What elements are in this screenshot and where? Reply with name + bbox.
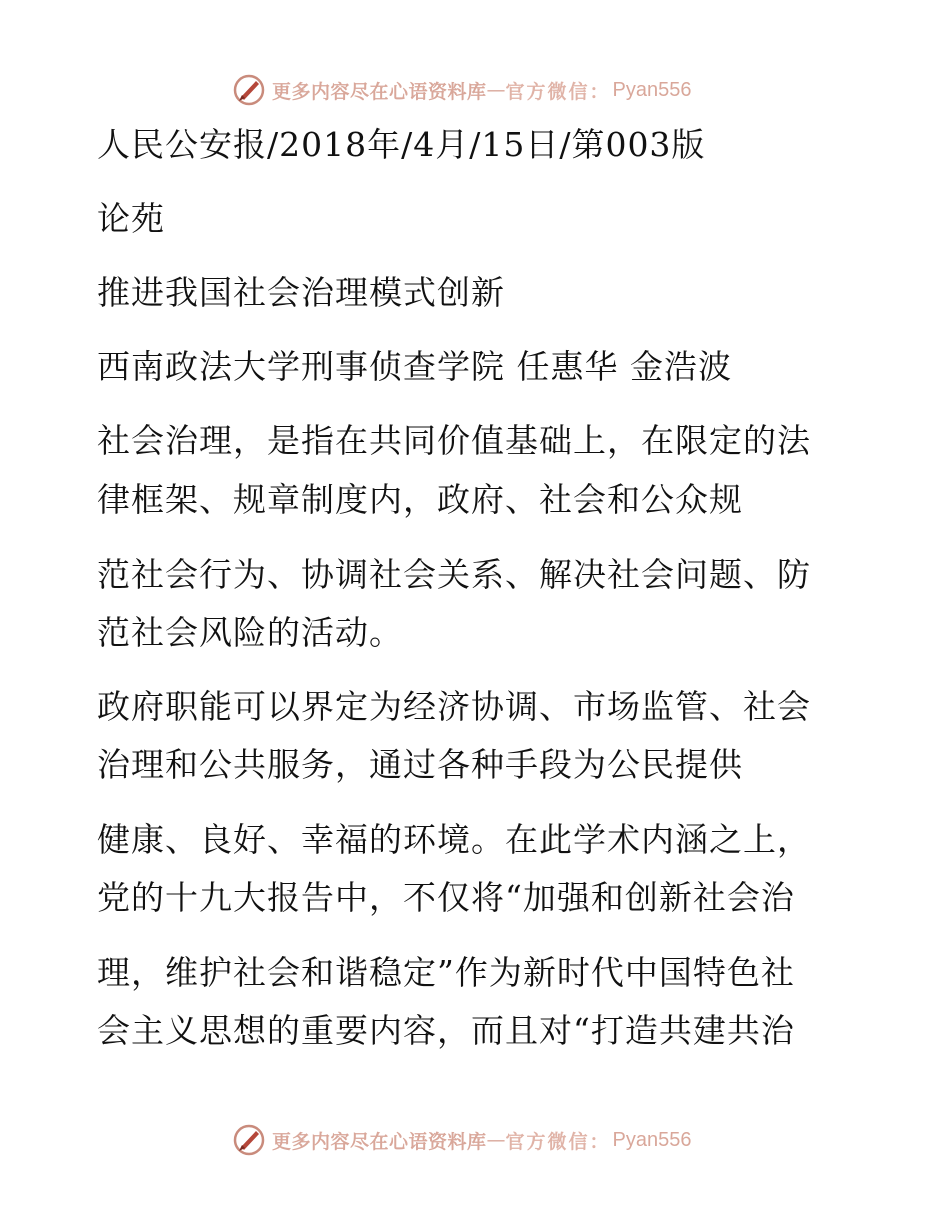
text-line: 西南政法大学刑事侦查学院 任惠华 金浩波 [97, 347, 732, 386]
promo-text: 更多内容尽在心语资料库 [272, 1130, 487, 1153]
text-line: 论苑 [97, 199, 165, 238]
text-line: 会主义思想的重要内容，而且对“打造共建共治 [97, 1011, 795, 1050]
text-line: 范社会行为、协调社会关系、解决社会问题、防 [97, 555, 811, 594]
promo-text: 更多内容尽在心语资料库 [272, 80, 487, 103]
text-line: 理，维护社会和谐稳定”作为新时代中国特色社 [97, 953, 795, 992]
separator-dash: — [486, 79, 506, 101]
separator-dash: — [486, 1129, 506, 1151]
wechat-id: Pyan556 [612, 1128, 692, 1151]
watermark-banner-bottom [232, 1120, 692, 1160]
text-line: 健康、良好、幸福的环境。在此学术内涵之上， [97, 820, 811, 859]
text-line: 社会治理，是指在共同价值基础上，在限定的法 [97, 421, 811, 460]
brush-logo-icon [232, 1123, 266, 1157]
text-line: 治理和公共服务，通过各种手段为公民提供 [97, 745, 743, 784]
text-line: 人民公安报/2018年/4月/15日/第003版 [97, 125, 706, 164]
text-line: 推进我国社会治理模式创新 [97, 273, 505, 312]
text-line: 党的十九大报告中，不仅将“加强和创新社会治 [97, 878, 795, 917]
wechat-label: 官方微信： [505, 1130, 611, 1153]
text-line: 律框架、规章制度内，政府、社会和公众规 [97, 480, 743, 519]
watermark-banner-top [232, 70, 692, 110]
text-line: 范社会风险的活动。 [97, 613, 403, 652]
text-line: 政府职能可以界定为经济协调、市场监管、社会 [97, 687, 811, 726]
wechat-id: Pyan556 [612, 78, 692, 101]
brush-logo-icon [232, 73, 266, 107]
wechat-label: 官方微信： [505, 80, 611, 103]
